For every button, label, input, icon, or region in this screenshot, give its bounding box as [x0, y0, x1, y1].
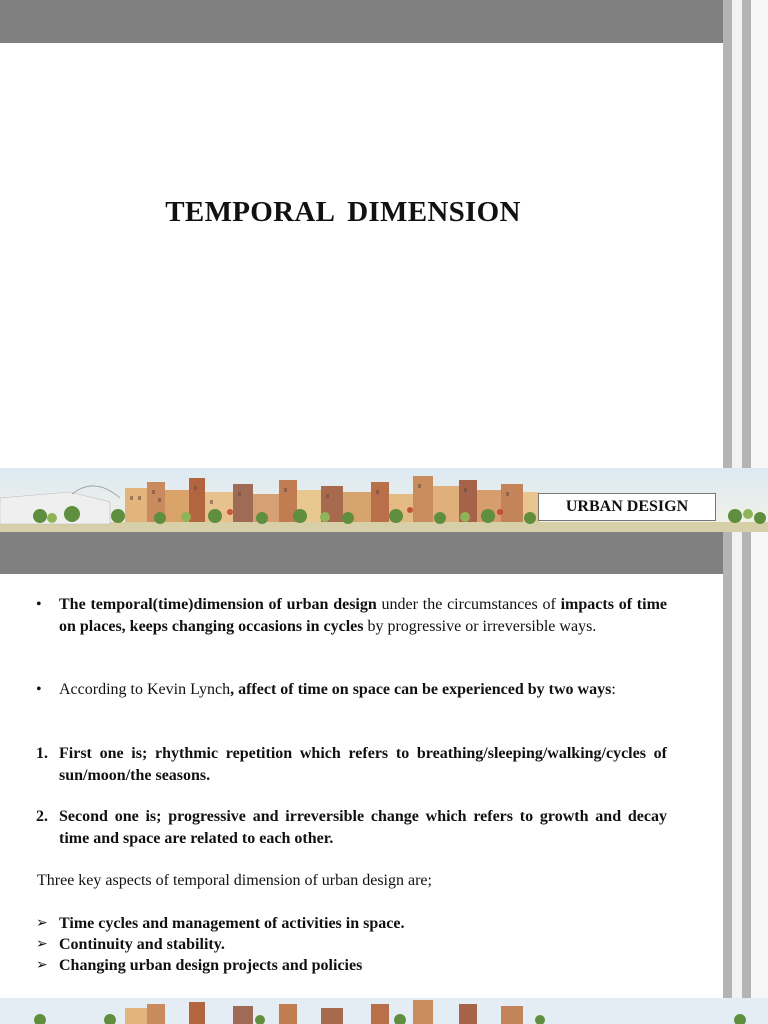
- title-slide: [0, 0, 723, 532]
- bullet-item: [36, 679, 667, 701]
- aspect-text: Time cycles and management of activities in space.: [59, 915, 405, 932]
- numbered-item: [36, 743, 667, 786]
- numbered-text: Second one is; progressive and irreversible change which refers to growth and decay time and space are related to each other.: [59, 808, 667, 847]
- bold-text: impacts of time on places, keeps changing occasions in cycles: [59, 596, 668, 635]
- bullet-item: [36, 594, 668, 637]
- slide-title: TEMPORAL DIMENSION: [165, 196, 521, 228]
- arrow-marker: ➢: [36, 915, 48, 931]
- cityscape-illustration-bottom: [0, 998, 768, 1024]
- bullet-marker: •: [36, 596, 42, 613]
- numbered-text: First one is; rhythmic repetition which refers to breathing/sleeping/walking/cycles of sun/moon/the seasons.: [59, 745, 667, 784]
- slide-header-bar: [0, 532, 723, 574]
- top-bar: [0, 0, 723, 43]
- numbered-item: [36, 806, 667, 849]
- aspect-text: Continuity and stability.: [59, 936, 225, 953]
- aspect-text: Changing urban design projects and policies: [59, 957, 363, 974]
- arrow-marker: ➢: [36, 957, 48, 973]
- urban-design-label: URBAN DESIGN: [538, 493, 716, 521]
- content-slide: [0, 532, 723, 1024]
- bold-text: , affect of time on space can be experienced by two ways: [230, 681, 612, 698]
- plain-text: According to Kevin Lynch: [59, 681, 231, 698]
- item-number: 1.: [36, 745, 48, 762]
- bullet-marker: •: [36, 681, 42, 698]
- plain-text: by progressive or irreversible ways.: [363, 617, 597, 635]
- intro-text: Three key aspects of temporal dimension of urban design are;: [37, 872, 432, 889]
- arrow-marker: ➢: [36, 936, 48, 952]
- bold-text: The temporal(time)dimension of urban design: [59, 596, 377, 613]
- item-number: 2.: [36, 808, 48, 825]
- plain-text: under the circumstances of: [376, 596, 561, 613]
- aspect-item: [36, 913, 667, 935]
- aspect-item: [36, 955, 667, 977]
- plain-text: :: [611, 681, 616, 698]
- aspect-item: [36, 934, 667, 956]
